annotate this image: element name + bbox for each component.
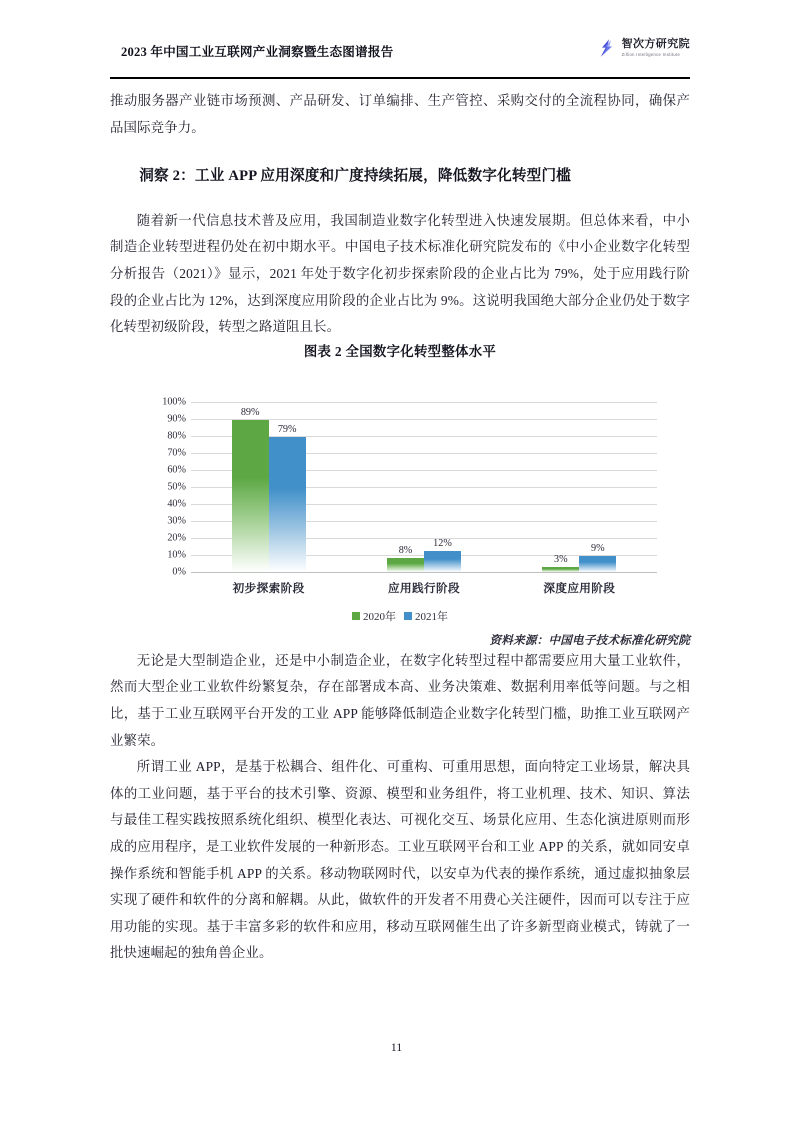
bar-group-0 xyxy=(206,402,332,572)
ytick-label: 40% xyxy=(167,498,186,510)
ytick-label: 0% xyxy=(172,566,186,578)
bar-value-label: 89% xyxy=(240,407,260,419)
bar-2020-1 xyxy=(387,545,424,572)
legend-item-2021 xyxy=(404,608,448,624)
legend-item-2020 xyxy=(352,608,396,624)
ytick-label: 20% xyxy=(167,532,186,544)
bar-value-label: 12% xyxy=(433,538,452,550)
logo-name-en: Zillion Intelligence Institute xyxy=(621,51,681,57)
paragraph-digital-transformation: 随着新一代信息技术普及应用，我国制造业数字化转型进入快速发展期。但总体来看，中小制造企业转型进程仍处在初中期水平。中国电子技术标准化研究院发布的《中小企业数字化转型分析报告（2021）》显示，2021 年处于数字化初步探索阶段的企业占比为 79%，处于应用践行阶段的企业占比为 12%，达到深度应用阶段的企业占比为 9%。这说明我国绝大部分企业仍处于数字化转型初级阶段，转型之路道阻且长。 xyxy=(110,212,690,335)
paragraph-industrial-software: 无论是大型制造企业，还是中小制造企业，在数字化转型过程中都需要应用大量工业软件，然而大型企业工业软件纷繁复杂，存在部署成本高、业务决策难、数据利用率低等问题。与之相比，基于工业互联网平台开发的工业 APP 能够降低制造企业数字化转型门槛，助推工业互联网产业繁荣。 xyxy=(110,652,690,748)
paragraph-continuation: 推动服务器产业链市场预测、产品研发、订单编排、生产管控、采购交付的全流程协同，确保产品国际竞争力。 xyxy=(110,93,690,135)
page-number: 11 xyxy=(390,1040,403,1054)
page-content xyxy=(110,88,690,967)
legend-swatch-icon xyxy=(404,612,412,620)
legend-swatch-icon xyxy=(352,612,360,620)
bar-chart xyxy=(135,376,665,626)
ytick-label: 60% xyxy=(167,464,186,476)
bar-value-label: 79% xyxy=(277,424,297,436)
bar-value-label: 3% xyxy=(554,553,568,565)
logo-name-cn: 智次方研究院 xyxy=(621,38,690,51)
paragraph-industrial-app: 所谓工业 APP，是基于松耦合、组件化、可重构、可重用思想，面向特定工业场景，解决具体的工业问题，基于平台的技术引擎、资源、模型和业务组件，将工业机理、技术、知识、算法与最佳工程实践按照系统化组织、模型化表达、可视化交互、场景化应用、生态化演进原则而形成的应用程序，是工业软件发展的一种新形态。工业互联网平台和工业 APP 的关系，就如同安卓操作系统和智能手机 APP 的关系。移动物联网时代，以安卓为代表的操作系统，通过虚拟抽象层实现了硬件和软件的分离和解耦。从此，做软件的开发者不用费心关注硬件，因而可以专注于应用功能的实现。基于丰富多彩的软件和应用，移动互联网催生出了许多新型商业模式，铸就了一批快速崛起的独角兽企业。 xyxy=(110,759,690,961)
bar-2021-0 xyxy=(269,424,306,571)
ytick-label: 100% xyxy=(162,396,186,408)
bar-value-label: 8% xyxy=(398,545,413,557)
bar-2021-2 xyxy=(579,543,616,571)
ytick-label: 80% xyxy=(167,430,186,442)
xtick-label-1: 应用践行阶段 xyxy=(388,581,460,595)
bar-value-label: 9% xyxy=(591,543,605,555)
legend-label-2020: 2020年 xyxy=(363,610,396,623)
figure-caption: 图表 2 全国数字化转型整体水平 xyxy=(303,343,497,359)
bar-groups xyxy=(191,402,657,572)
figure-2 xyxy=(110,341,690,648)
chart-plot-area xyxy=(162,396,657,578)
bar-group-2 xyxy=(516,402,642,572)
page-header xyxy=(110,34,690,74)
chart-x-axis-labels xyxy=(191,580,657,596)
ytick-label: 90% xyxy=(167,413,186,425)
spacer xyxy=(110,190,690,208)
publisher-logo xyxy=(597,38,690,58)
header-divider xyxy=(110,77,690,79)
insight-heading: 洞察 2：工业 APP 应用深度和广度持续拓展，降低数字化转型门槛 xyxy=(139,168,572,185)
header-title: 2023 年中国工业互联网产业洞察暨生态图谱报告 xyxy=(121,45,394,59)
ytick-label: 10% xyxy=(167,549,186,561)
xtick-label-0: 初步探索阶段 xyxy=(232,581,305,595)
spacer xyxy=(110,141,690,163)
bar-2021-1 xyxy=(424,538,461,571)
logo-text xyxy=(622,39,690,57)
chart-legend xyxy=(135,608,665,624)
zillion-lightning-logo-icon xyxy=(597,38,617,58)
ytick-label: 70% xyxy=(167,447,186,459)
xtick-label-2: 深度应用阶段 xyxy=(543,581,616,595)
ytick-label: 30% xyxy=(167,515,186,527)
bar-2020-2 xyxy=(542,553,579,572)
bar-group-1 xyxy=(361,402,487,572)
legend-label-2021: 2021年 xyxy=(415,610,448,623)
figure-source: 资料来源：中国电子技术标准化研究院 xyxy=(489,633,690,647)
ytick-label: 50% xyxy=(167,481,186,493)
gridline-0 xyxy=(172,566,657,578)
bar-2020-0 xyxy=(232,407,269,571)
